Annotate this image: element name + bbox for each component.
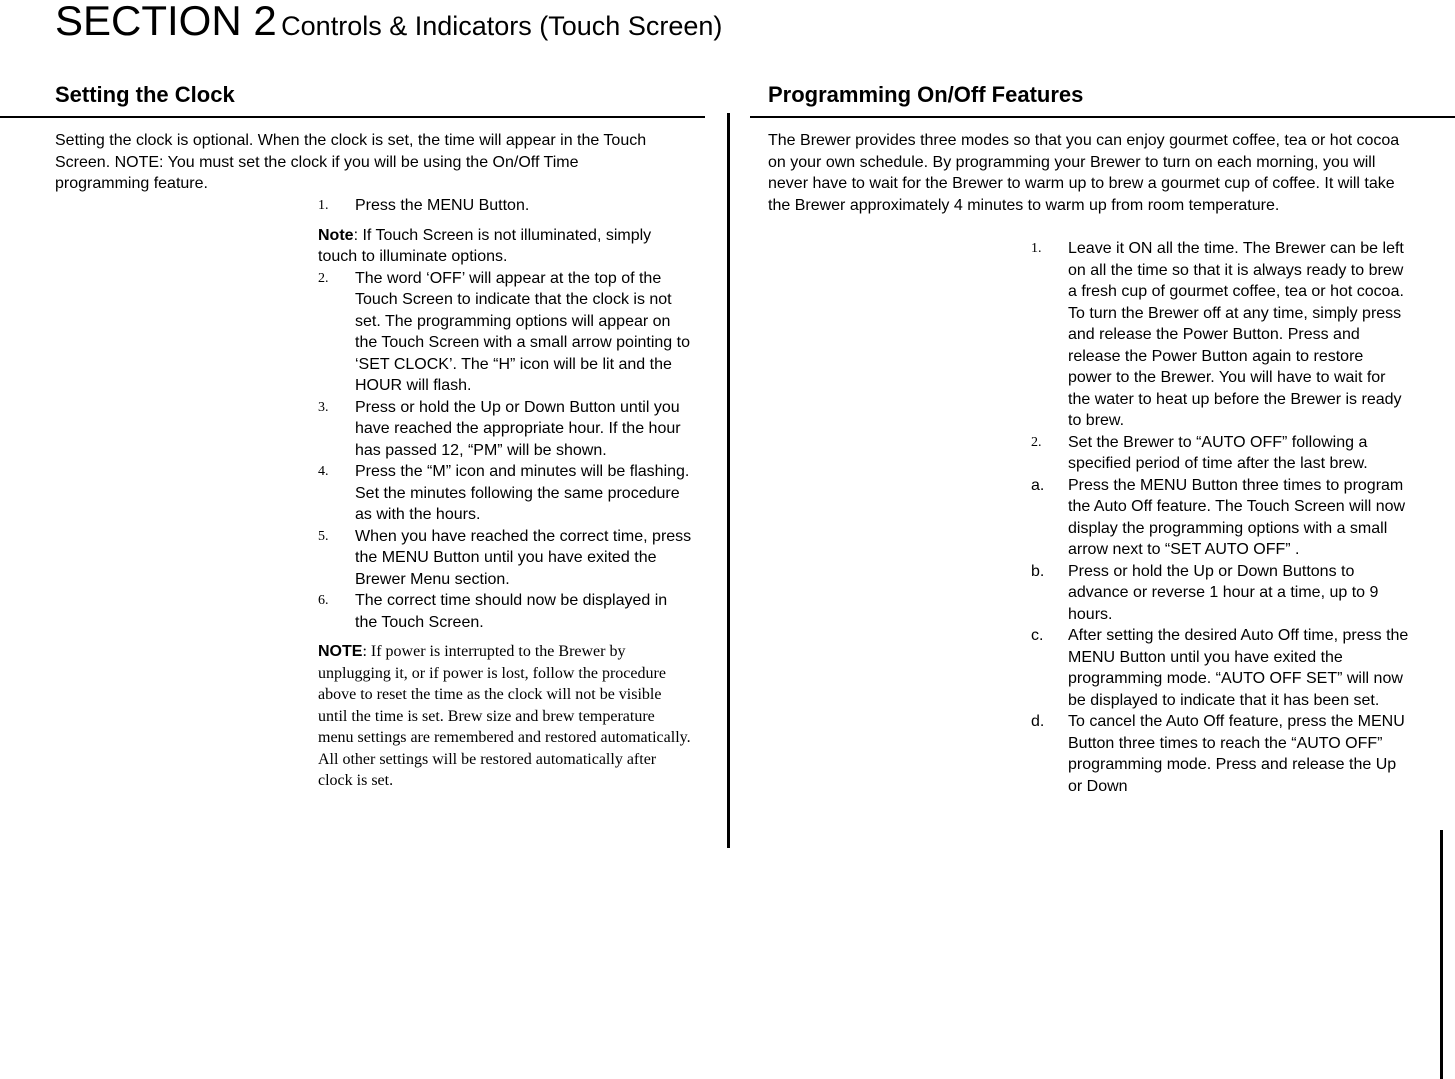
step-text: Leave it ON all the time. The Brewer can be left on all the time so that it is always ready to brew a fresh cup of gourmet coffee, tea or hot cocoa. To turn the Brewer off at any time, simply press and release the Power Button. Press and release the Power Button again to restore power to the Brewer. You will have to wait for the water to heat up before the Brewer is ready to brew. [1068,240,1404,429]
step-number: 5. [318,528,329,544]
substep-letter: c. [1031,627,1044,644]
power-note [318,641,693,792]
list-item [1031,561,1411,626]
list-item [318,397,693,462]
illumination-note [318,225,693,268]
right-section-title: Programming On/Off Features [768,82,1084,107]
section-number: SECTION 2 [55,0,277,44]
step-text: The word ‘OFF’ will appear at the top of the Touch Screen to indicate that the clock is not set. The programming options will appear on the Touch Screen with a small arrow pointing to ‘SET CLOCK’. The “H” icon will be lit and the HOUR will flash. [355,269,690,394]
column-divider [727,113,730,848]
substep-text: Press the MENU Button three times to program the Auto Off feature. The Touch Screen will now display the programming options with a small arrow next to “SET AUTO OFF” . [1068,476,1406,558]
step-number: 2. [318,270,329,286]
right-steps [1031,238,1411,797]
note-label: NOTE [318,643,363,660]
list-item [1031,475,1411,561]
step-number: 6. [318,593,329,608]
substep-letter: a. [1031,476,1045,494]
note-text: : If Touch Screen is not illuminated, simply touch to illuminate options. [318,226,652,265]
step-number: 3. [318,399,329,415]
step-text: Press the “M” icon and minutes will be flashing. Set the minutes following the same procedure as with the hours. [355,463,690,523]
step-number: 1. [1031,241,1042,256]
list-item [318,195,693,217]
substep-text: Press or hold the Up or Down Buttons to advance or reverse 1 hour at a time, up to 9 hours. [1068,562,1379,623]
step-number: 4. [318,464,329,479]
step-number: 2. [1031,434,1042,450]
page-edge-rule [1440,830,1443,1079]
step-text: When you have reached the correct time, press the MENU Button until you have exited the Brewer Menu section. [355,527,692,588]
right-intro: The Brewer provides three modes so that you can enjoy gourmet coffee, tea or hot cocoa on your own schedule. By programming your Brewer to turn on each morning, you will never have to wait for the Brewer to warm up to brew a gourmet cup of coffee. It will take the Brewer approximately 4 minutes to warm up from room temperature. [768,132,1400,214]
left-title-rule [0,116,705,118]
note-text: : If power is interrupted to the Brewer by unplugging it, or if power is lost, follow the procedure above to reset the time as the clock will not be visible until the time is set. Brew size and brew temperature menu settings are remembered and restored automatically. All other settings will be restored automatically after clock is set. [318,643,691,789]
list-item [318,526,693,591]
step-text: Press the MENU Button. [355,197,530,214]
section-title: Controls & Indicators (Touch Screen) [281,11,723,41]
substep-letter: d. [1031,713,1045,730]
substep-text: After setting the desired Auto Off time, press the MENU Button until you have exited the programming mode. “AUTO OFF SET” will now be displayed to indicate that it has been set. [1068,627,1409,709]
left-section-title: Setting the Clock [55,82,235,107]
right-title-rule [750,116,1455,118]
step-text: The correct time should now be displayed in the Touch Screen. [355,592,668,631]
substep-text: To cancel the Auto Off feature, press the MENU Button three times to reach the “AUTO OFF” programming mode. Press and release the Up or Down [1068,713,1405,795]
step-number: 1. [318,198,329,213]
list-item [1031,238,1411,432]
list-item [1031,625,1411,711]
left-intro: Setting the clock is optional. When the clock is set, the time will appear in the Touch Screen. NOTE: You must set the clock if you will be using the On/Off Time programming feature. [55,132,647,192]
step-text: Press or hold the Up or Down Button until you have reached the appropriate hour. If the hour has passed 12, “PM” will be shown. [355,398,681,459]
list-item [1031,432,1411,475]
list-item [1031,711,1411,797]
substep-letter: b. [1031,562,1045,580]
left-steps [318,195,693,792]
note-label: Note [318,226,354,244]
page-header [55,0,722,42]
list-item [318,461,693,526]
step-text: Set the Brewer to “AUTO OFF” following a specified period of time after the last brew. [1068,433,1368,472]
list-item [318,268,693,397]
list-item [318,590,693,633]
